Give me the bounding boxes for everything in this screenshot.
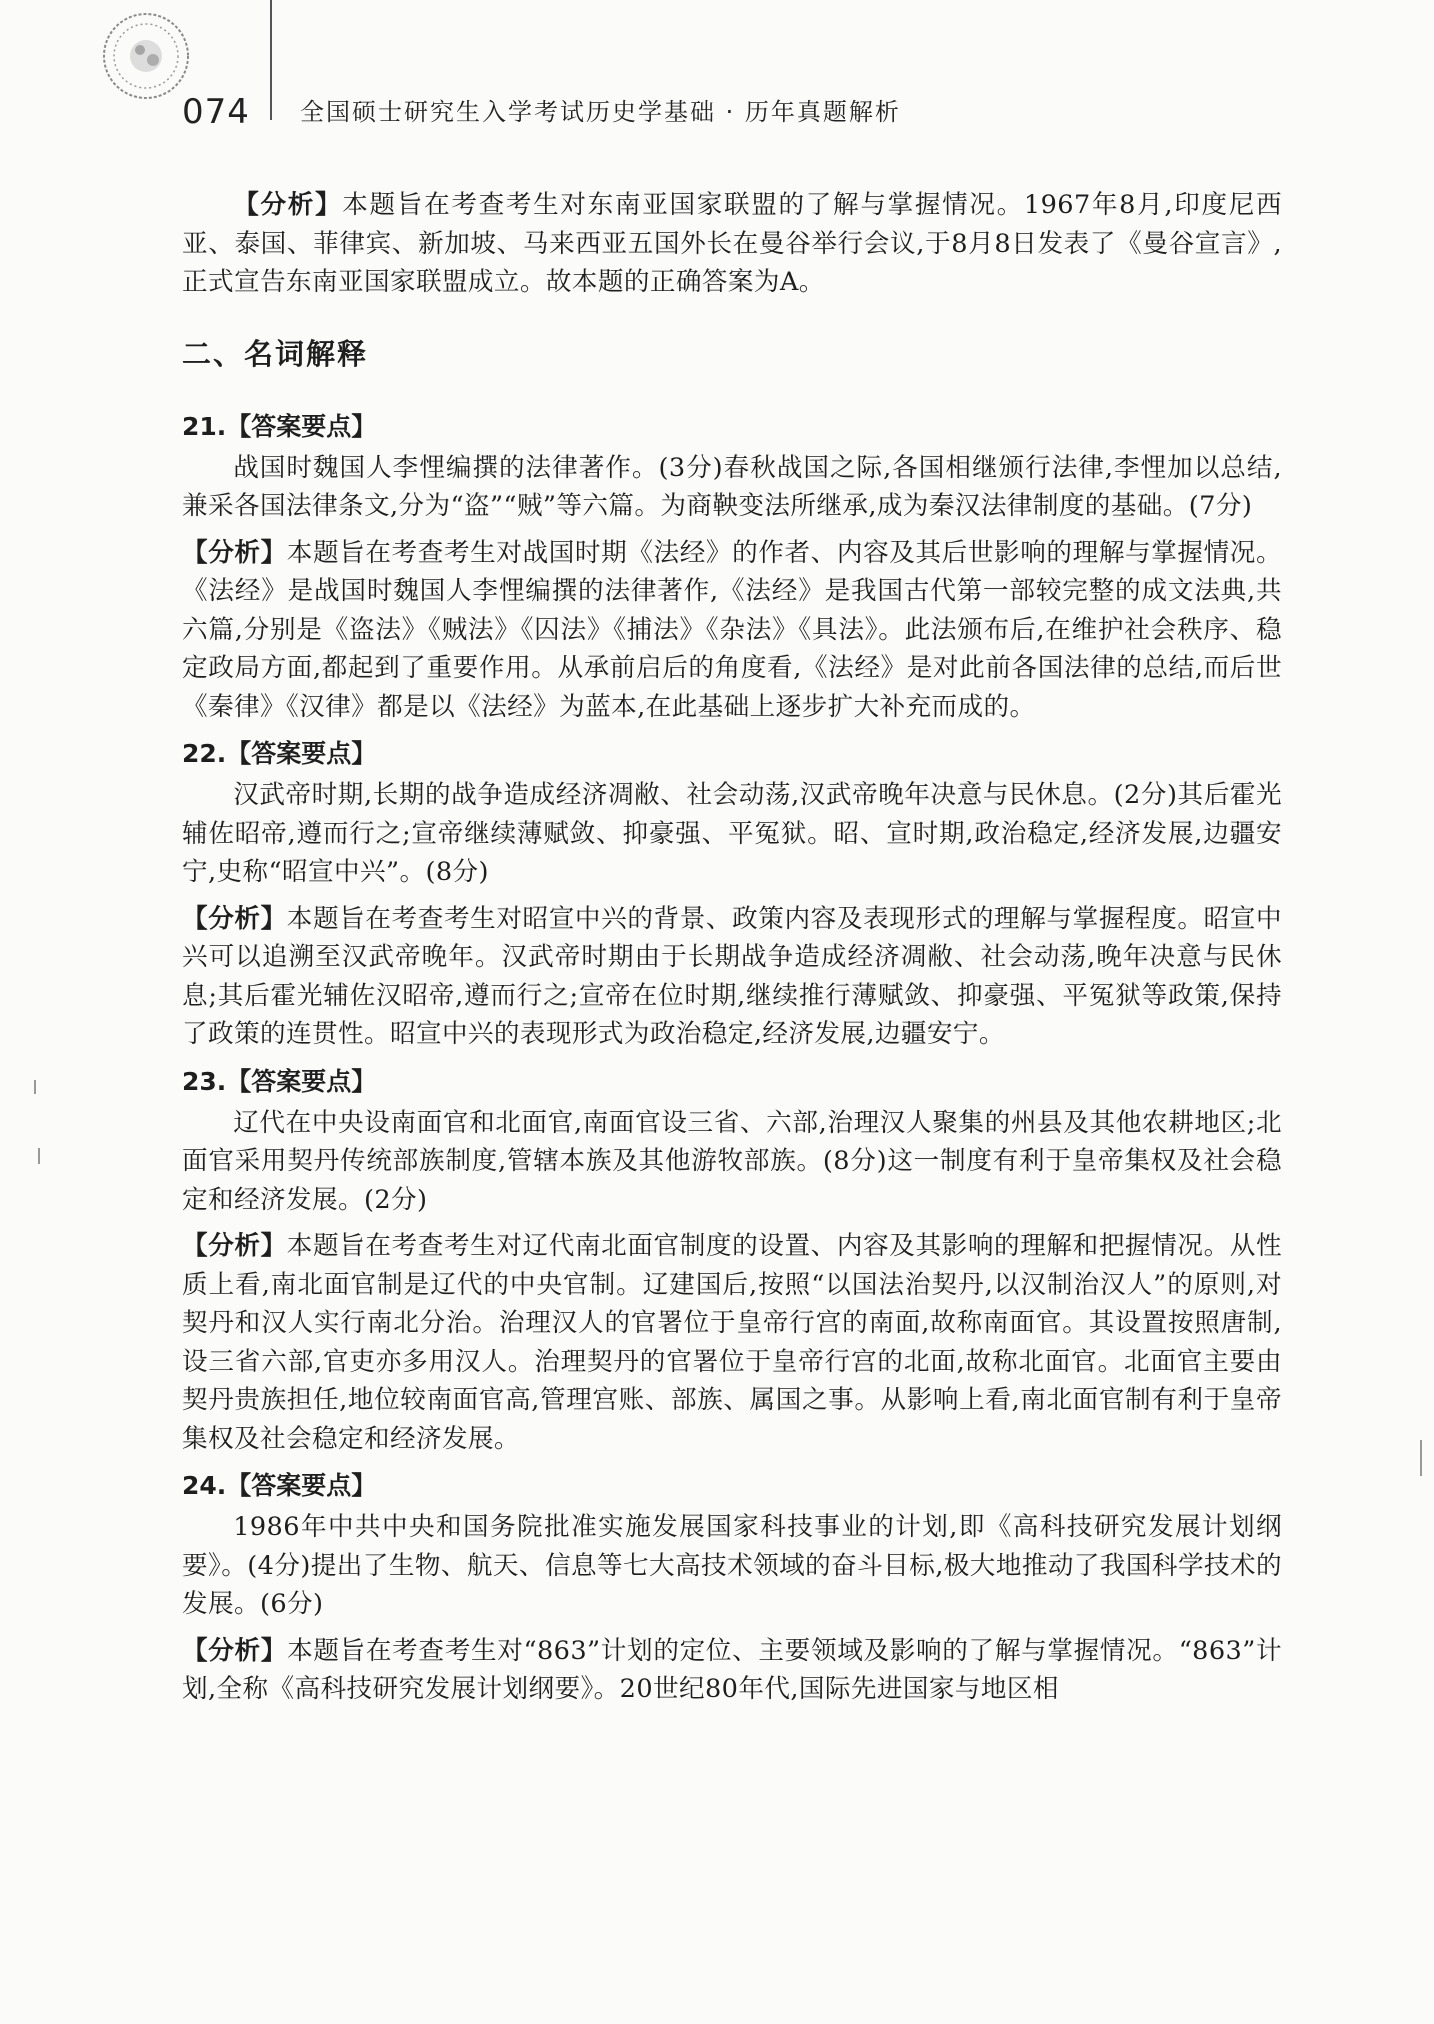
scan-artifact-mark: [1420, 1440, 1422, 1476]
question-heading: 22.【答案要点】: [182, 739, 377, 768]
scan-artifact-mark: [38, 1148, 40, 1164]
answer-paragraph: 1986年中共中央和国务院批准实施发展国家科技事业的计划,即《高科技研究发展计划纲要》。(4分)提出了生物、航天、信息等七大高技术领域的奋斗目标,极大地推动了我国科学技术的发展。(6分): [182, 1512, 1282, 1619]
analysis-tag: 【分析】: [182, 903, 287, 934]
analysis-paragraph: [182, 534, 1282, 727]
answer-paragraph: 辽代在中央设南面官和北面官,南面官设三省、六部,治理汉人聚集的州县及其他农耕地区;北面官采用契丹传统部族制度,管辖本族及其他游牧部族。(8分)这一制度有利于皇帝集权及社会稳定和经济发展。(2分): [182, 1107, 1282, 1215]
library-seal-stamp: [100, 10, 192, 102]
answer-paragraph: 战国时魏国人李悝编撰的法律著作。(3分)春秋战国之际,各国相继颁行法律,李悝加以总结,兼采各国法律条文,分为“盗”“贼”等六篇。为商鞅变法所继承,成为秦汉法律制度的基础。(7分): [182, 452, 1282, 521]
intro-analysis-paragraph: [182, 186, 1282, 302]
question-22: [182, 734, 1282, 1054]
question-heading: 23.【答案要点】: [182, 1066, 377, 1096]
question-21: [182, 407, 1282, 727]
page-number: 074: [182, 92, 250, 132]
question-24: [182, 1466, 1282, 1709]
analysis-text: 本题旨在考查考生对战国时期《法经》的作者、内容及其后世影响的理解与掌握情况。《法经》是战国时魏国人李悝编撰的法律著作,《法经》是我国古代第一部较完整的成文法典,共六篇,分别是《盗法》《贼法》《囚法》《捕法》《杂法》《具法》。此法颁布后,在维护社会秩序、稳定政局方面,都起到了重要作用。从承前启后的角度看,《法经》是对此前各国法律的总结,而后世《秦律》《汉律》都是以《法经》为蓝本,在此基础上逐步扩大补充而成的。: [182, 537, 1282, 722]
scan-artifact-mark: [34, 1080, 36, 1094]
header-divider-line: [270, 0, 272, 120]
question-23: [182, 1062, 1282, 1459]
question-heading: 24.【答案要点】: [182, 1471, 377, 1500]
running-header-title: 全国硕士研究生入学考试历史学基础 · 历年真题解析: [300, 98, 901, 126]
analysis-tag: 【分析】: [182, 537, 287, 568]
question-heading: 21.【答案要点】: [182, 411, 377, 441]
section-title: 二、名词解释: [182, 336, 369, 371]
analysis-text: 本题旨在考查考生对“863”计划的定位、主要领域及影响的了解与掌握情况。“863”计划,全称《高科技研究发展计划纲要》。20世纪80年代,国际先进国家与地区相: [182, 1635, 1282, 1704]
analysis-text: 本题旨在考查考生对辽代南北面官制度的设置、内容及其影响的理解和把握情况。从性质上看,南北面官制是辽代的中央官制。辽建国后,按照“以国法治契丹,以汉制治汉人”的原则,对契丹和汉人实行南北分治。治理汉人的官署位于皇帝行宫的南面,故称南面官。其设置按照唐制,设三省六部,官吏亦多用汉人。治理契丹的官署位于皇帝行宫的北面,故称北面官。北面官主要由契丹贵族担任,地位较南面官高,管理宫账、部族、属国之事。从影响上看,南北面官制有利于皇帝集权及社会稳定和经济发展。: [182, 1231, 1282, 1454]
analysis-paragraph: [182, 900, 1282, 1054]
analysis-tag: 【分析】: [182, 1231, 287, 1261]
analysis-tag: 【分析】: [233, 190, 343, 220]
analysis-tag: 【分析】: [182, 1635, 288, 1666]
analysis-text: 本题旨在考查考生对昭宣中兴的背景、政策内容及表现形式的理解与掌握程度。昭宣中兴可以追溯至汉武帝晚年。汉武帝时期由于长期战争造成经济凋敝、社会动荡,晚年决意与民休息;其后霍光辅佐汉昭帝,遵而行之;宣帝在位时期,继续推行薄赋敛、抑豪强、平冤狱等政策,保持了政策的连贯性。昭宣中兴的表现形式为政治稳定,经济发展,边疆安宁。: [182, 903, 1282, 1049]
analysis-paragraph: [182, 1227, 1282, 1458]
analysis-text: 本题旨在考查考生对东南亚国家联盟的了解与掌握情况。1967年8月,印度尼西亚、泰国、菲律宾、新加坡、马来西亚五国外长在曼谷举行会议,于8月8日发表了《曼谷宣言》,正式宣告东南亚国家联盟成立。故本题的正确答案为A。: [182, 190, 1282, 297]
answer-paragraph: 汉武帝时期,长期的战争造成经济凋敝、社会动荡,汉武帝晚年决意与民休息。(2分)其后霍光辅佐昭帝,遵而行之;宣帝继续薄赋敛、抑豪强、平冤狱。昭、宣时期,政治稳定,经济发展,边疆安宁,史称“昭宣中兴”。(8分): [182, 780, 1282, 887]
analysis-paragraph: [182, 1632, 1282, 1709]
page-body: [182, 186, 1282, 1717]
